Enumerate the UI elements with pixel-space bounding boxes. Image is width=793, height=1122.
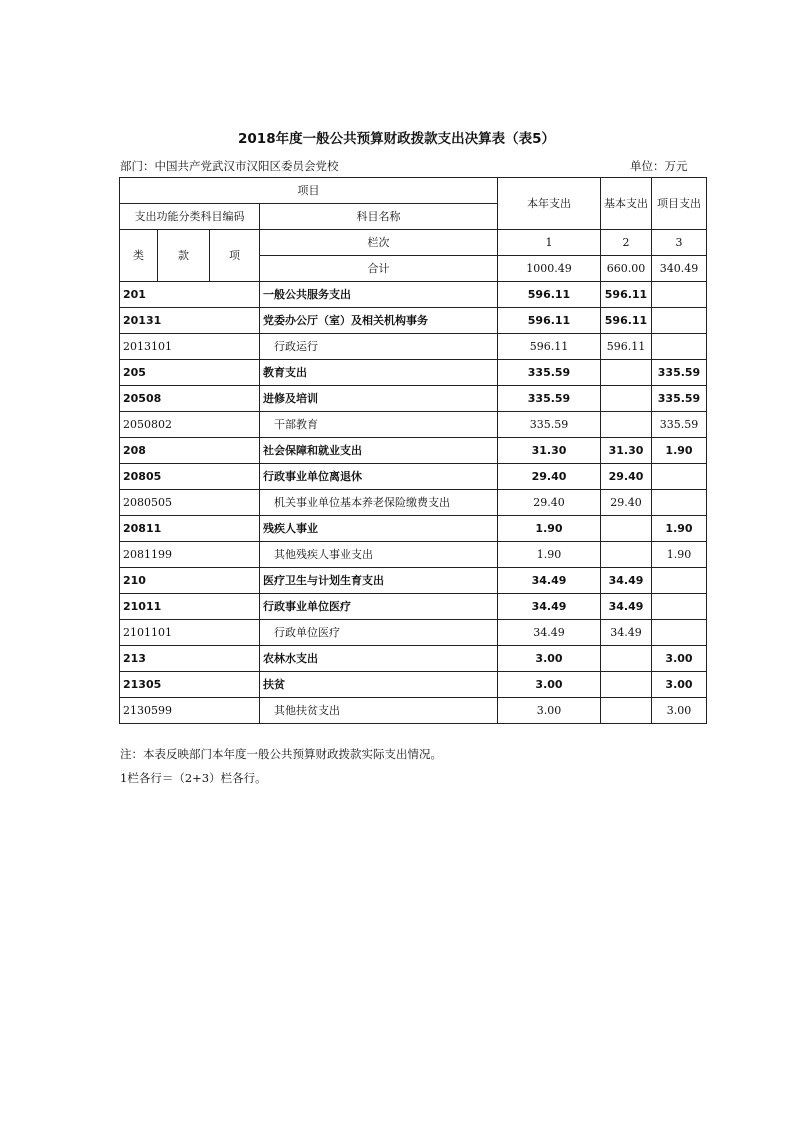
row-basic: 596.11 [601,282,652,308]
row-current: 29.40 [498,490,601,516]
row-current: 1.90 [498,516,601,542]
row-project: 335.59 [652,360,707,386]
table-row [120,490,707,516]
table-row [120,308,707,334]
row-project: 3.00 [652,698,707,724]
row-project [652,620,707,646]
row-code: 21011 [120,594,260,620]
row-project [652,282,707,308]
row-subject-name: 教育支出 [260,360,498,386]
row-current: 335.59 [498,412,601,438]
table-row [120,568,707,594]
row-code: 20811 [120,516,260,542]
row-basic: 31.30 [601,438,652,464]
row-current: 31.30 [498,438,601,464]
table-row [120,282,707,308]
row-code: 213 [120,646,260,672]
row-basic: 29.40 [601,464,652,490]
row-subject-name: 行政运行 [260,334,498,360]
row-code: 20508 [120,386,260,412]
row-subject-name: 行政事业单位离退休 [260,464,498,490]
row-code: 208 [120,438,260,464]
header-basic: 基本支出 [601,178,652,230]
row-basic [601,542,652,568]
total-project: 340.49 [652,256,707,282]
table-row [120,620,707,646]
row-subject-name: 农林水支出 [260,646,498,672]
row-code: 2081199 [120,542,260,568]
table-row [120,646,707,672]
row-code: 2130599 [120,698,260,724]
row-project [652,490,707,516]
row-basic [601,386,652,412]
row-code: 20131 [120,308,260,334]
row-code: 21305 [120,672,260,698]
row-project [652,568,707,594]
row-subject-name: 干部教育 [260,412,498,438]
row-basic: 596.11 [601,334,652,360]
row-subject-name: 残疾人事业 [260,516,498,542]
header-xiang: 项 [210,230,260,282]
total-basic: 660.00 [601,256,652,282]
row-basic [601,516,652,542]
total-current: 1000.49 [498,256,601,282]
row-subject-name: 行政事业单位医疗 [260,594,498,620]
row-code: 2080505 [120,490,260,516]
row-code: 205 [120,360,260,386]
row-current: 34.49 [498,594,601,620]
row-subject-name: 进修及培训 [260,386,498,412]
col-index-3: 3 [652,230,707,256]
department-label: 部门：中国共产党武汉市汉阳区委员会党校 [120,159,339,173]
header-lei: 类 [120,230,158,282]
header-project: 项目支出 [652,178,707,230]
row-project: 1.90 [652,516,707,542]
row-project: 1.90 [652,542,707,568]
row-current: 335.59 [498,360,601,386]
row-subject-name: 其他残疾人事业支出 [260,542,498,568]
row-subject-name: 社会保障和就业支出 [260,438,498,464]
row-current: 29.40 [498,464,601,490]
expenditure-table [119,177,707,724]
row-code: 2050802 [120,412,260,438]
row-basic: 596.11 [601,308,652,334]
header-subject-name: 科目名称 [260,204,498,230]
row-basic: 34.49 [601,568,652,594]
table-row [120,594,707,620]
row-basic [601,646,652,672]
row-subject-name: 机关事业单位基本养老保险缴费支出 [260,490,498,516]
row-subject-name: 一般公共服务支出 [260,282,498,308]
row-current: 596.11 [498,334,601,360]
row-basic: 34.49 [601,620,652,646]
row-project: 3.00 [652,646,707,672]
row-code: 201 [120,282,260,308]
col-index-1: 1 [498,230,601,256]
header-code: 支出功能分类科目编码 [120,204,260,230]
row-current: 1.90 [498,542,601,568]
row-current: 34.49 [498,620,601,646]
row-basic [601,698,652,724]
row-project [652,308,707,334]
row-project [652,464,707,490]
header-lanci: 栏次 [260,230,498,256]
row-basic [601,360,652,386]
row-current: 335.59 [498,386,601,412]
table-row [120,412,707,438]
row-project: 1.90 [652,438,707,464]
row-current: 596.11 [498,282,601,308]
row-project: 335.59 [652,412,707,438]
row-subject-name: 医疗卫生与计划生育支出 [260,568,498,594]
table-row [120,672,707,698]
row-basic [601,412,652,438]
row-subject-name: 党委办公厅（室）及相关机构事务 [260,308,498,334]
row-subject-name: 其他扶贫支出 [260,698,498,724]
note-line-1: 注：本表反映部门本年度一般公共预算财政拨款实际支出情况。 [120,747,442,761]
table-row [120,542,707,568]
row-project: 3.00 [652,672,707,698]
row-current: 3.00 [498,698,601,724]
page-title: 2018年度一般公共预算财政拨款支出决算表（表5） [238,131,555,147]
unit-label: 单位：万元 [630,159,688,173]
header-current-year: 本年支出 [498,178,601,230]
table-row [120,698,707,724]
header-item: 项目 [120,178,498,204]
row-subject-name: 扶贫 [260,672,498,698]
row-basic: 34.49 [601,594,652,620]
row-current: 596.11 [498,308,601,334]
row-code: 2101101 [120,620,260,646]
row-basic [601,672,652,698]
row-project: 335.59 [652,386,707,412]
row-current: 3.00 [498,646,601,672]
table-row [120,386,707,412]
table-row [120,464,707,490]
note-line-2: 1栏各行＝（2+3）栏各行。 [120,771,267,785]
row-current: 34.49 [498,568,601,594]
table-row [120,516,707,542]
total-label: 合计 [260,256,498,282]
row-code: 20805 [120,464,260,490]
row-subject-name: 行政单位医疗 [260,620,498,646]
table-row [120,438,707,464]
row-basic: 29.40 [601,490,652,516]
table-row [120,360,707,386]
row-code: 210 [120,568,260,594]
row-code: 2013101 [120,334,260,360]
row-current: 3.00 [498,672,601,698]
col-index-2: 2 [601,230,652,256]
header-kuan: 款 [158,230,210,282]
row-project [652,594,707,620]
table-row [120,334,707,360]
row-project [652,334,707,360]
